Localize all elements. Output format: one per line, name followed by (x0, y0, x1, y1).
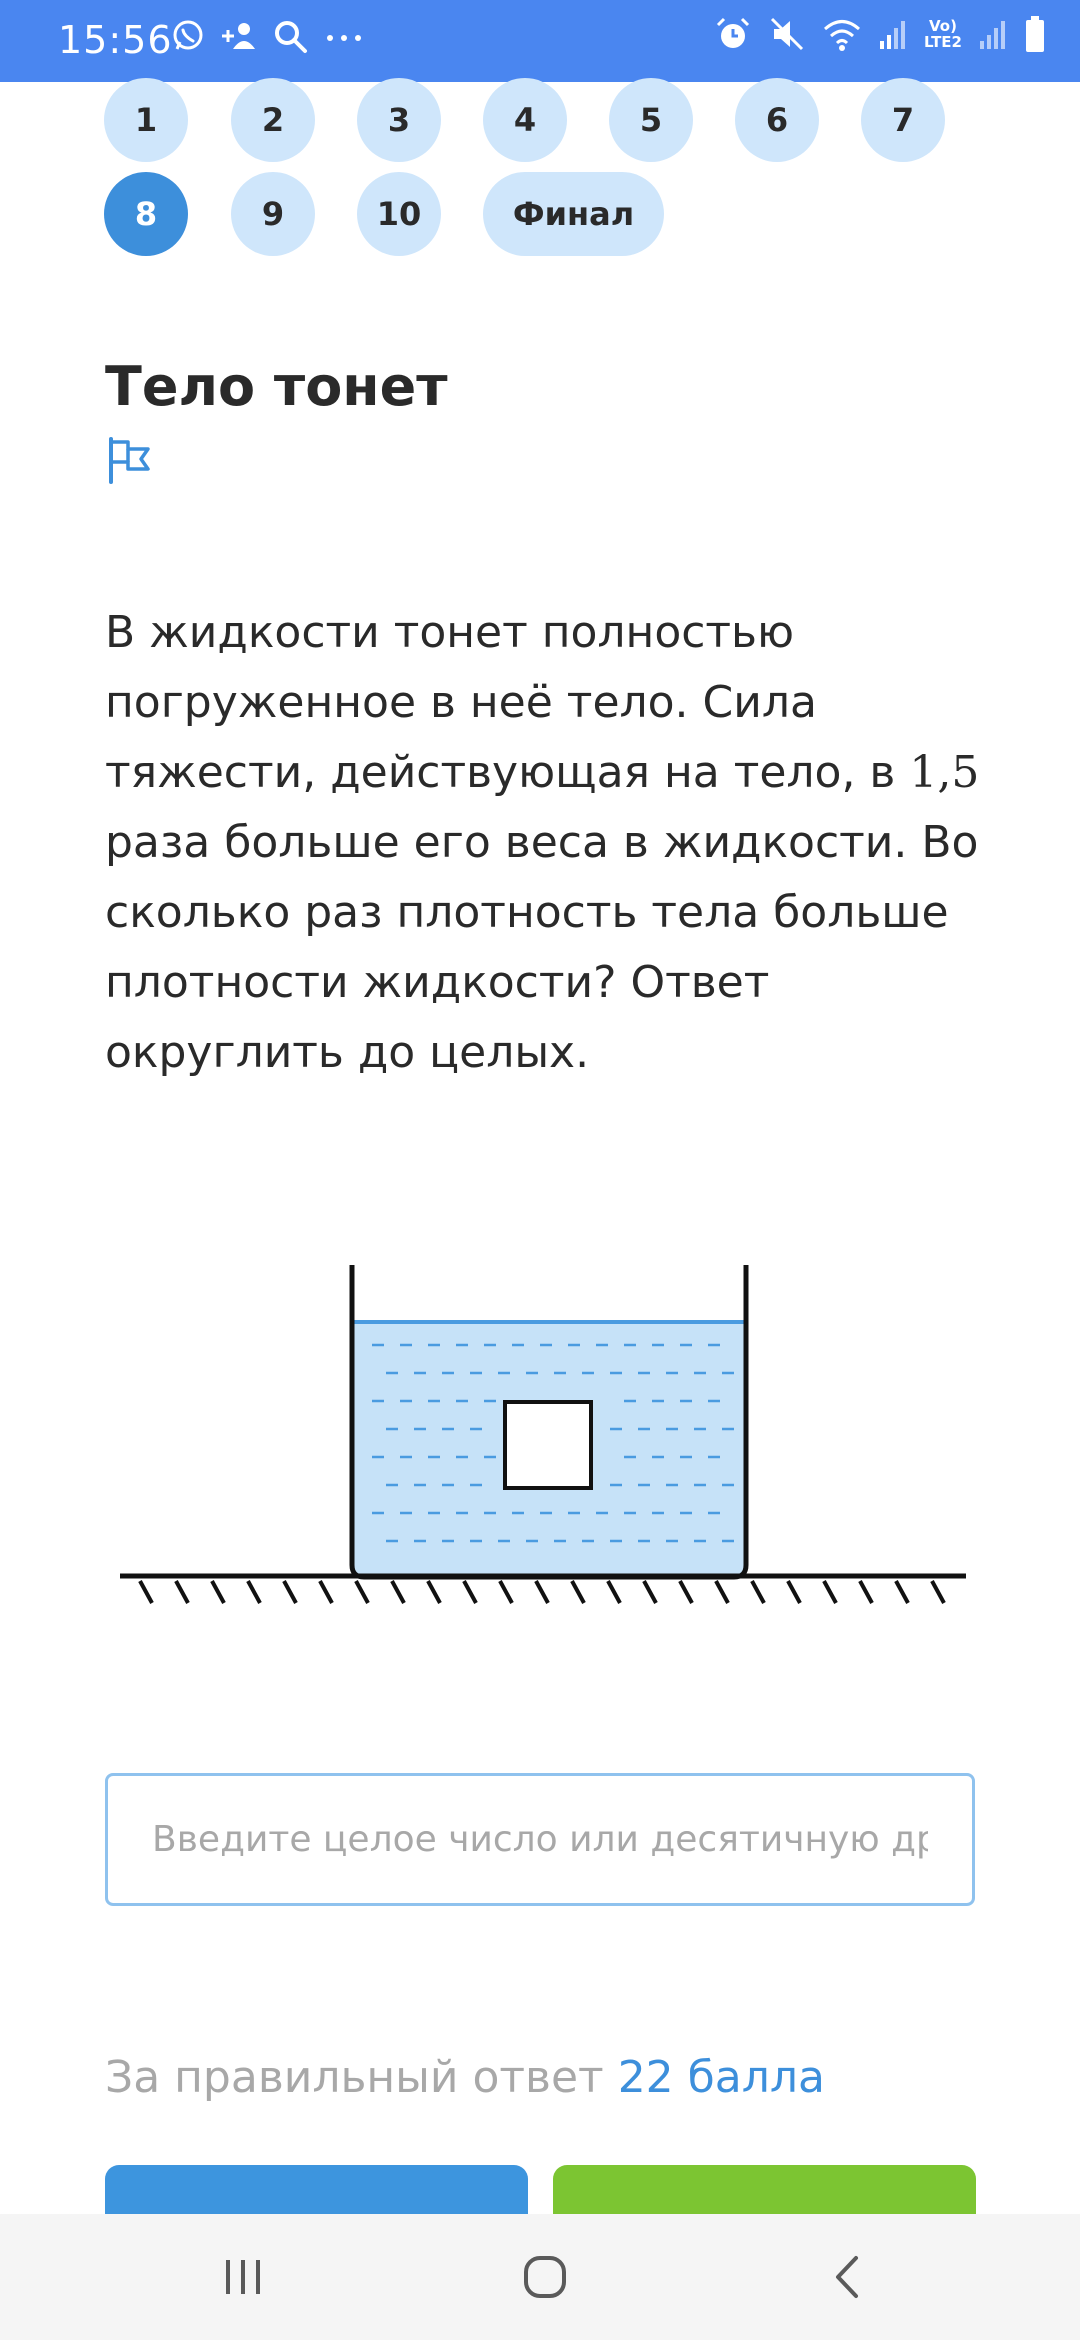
task-tab-3[interactable]: 3 (357, 78, 441, 162)
status-bar (0, 0, 1080, 82)
add-contact-icon (220, 18, 258, 54)
volte-label: Vo) (929, 17, 957, 35)
task-tab-5[interactable]: 5 (609, 78, 693, 162)
volte-icon (924, 18, 962, 50)
task-tab-9[interactable]: 9 (231, 172, 315, 256)
task-tab-1[interactable]: 1 (104, 78, 188, 162)
ground-hatch-stroke (428, 1581, 440, 1603)
ground-hatching (140, 1581, 944, 1603)
ground-hatch-stroke (788, 1581, 800, 1603)
battery-icon (1024, 14, 1046, 54)
ground-hatch-stroke (500, 1581, 512, 1603)
ground-hatch-stroke (464, 1581, 476, 1603)
signal-2-icon (978, 15, 1008, 53)
ground-hatch-stroke (896, 1581, 908, 1603)
problem-text-before: В жидкости тонет полностью погруженное в неё тело. Сила тяжести, действующая на тело, в (105, 607, 910, 798)
task-tab-6[interactable]: 6 (735, 78, 819, 162)
task-tab-4[interactable]: 4 (483, 78, 567, 162)
flag-icon[interactable] (106, 436, 154, 484)
home-icon[interactable] (510, 2244, 580, 2310)
status-time: 15:56 (58, 18, 173, 62)
system-nav-bar (0, 2214, 1080, 2340)
task-tab-7[interactable]: 7 (861, 78, 945, 162)
problem-number: 1,5 (909, 747, 980, 798)
task-tab-final[interactable]: Финал (483, 172, 664, 256)
ground-hatch-stroke (716, 1581, 728, 1603)
points-line (105, 2052, 825, 2103)
recent-apps-icon[interactable] (208, 2244, 278, 2310)
ground-hatch-stroke (680, 1581, 692, 1603)
ground-hatch-stroke (320, 1581, 332, 1603)
problem-text (105, 598, 985, 1088)
mute-icon (768, 15, 806, 53)
sinking-body (505, 1402, 591, 1488)
status-right-icons (714, 14, 1046, 54)
signal-icon (878, 15, 908, 53)
wifi-icon (822, 15, 862, 53)
points-prefix: За правильный ответ (105, 2052, 604, 2103)
ground-hatch-stroke (284, 1581, 296, 1603)
ground-hatch-stroke (248, 1581, 260, 1603)
alarm-icon (714, 15, 752, 53)
search-icon (272, 18, 308, 54)
ground-hatch-stroke (212, 1581, 224, 1603)
back-icon[interactable] (812, 2244, 882, 2310)
task-tab-10[interactable]: 10 (357, 172, 441, 256)
ground-hatch-stroke (536, 1581, 548, 1603)
ground-hatch-stroke (752, 1581, 764, 1603)
ground-hatch-stroke (860, 1581, 872, 1603)
ground-hatch-stroke (356, 1581, 368, 1603)
status-left-icons (170, 18, 366, 54)
problem-figure (110, 1255, 980, 1635)
ground-hatch-stroke (572, 1581, 584, 1603)
problem-text-after: раза больше его веса в жидкости. Во сколько раз плотность тела больше плотности жидкости? Ответ округлить до целых. (105, 817, 979, 1078)
task-title: Тело тонет (105, 355, 448, 418)
points-value: 22 балла (617, 2052, 825, 2103)
ground-hatch-stroke (824, 1581, 836, 1603)
task-tab-2[interactable]: 2 (231, 78, 315, 162)
ground-hatch-stroke (644, 1581, 656, 1603)
ground-hatch-stroke (176, 1581, 188, 1603)
ground-hatch-stroke (932, 1581, 944, 1603)
answer-input[interactable] (105, 1773, 975, 1906)
task-navigation (0, 82, 1080, 272)
lte-label: LTE2 (924, 33, 962, 51)
ground-hatch-stroke (392, 1581, 404, 1603)
task-tab-8[interactable]: 8 (104, 172, 188, 256)
more-dots-icon (322, 18, 366, 54)
whatsapp-icon (170, 18, 206, 54)
ground-hatch-stroke (140, 1581, 152, 1603)
ground-hatch-stroke (608, 1581, 620, 1603)
